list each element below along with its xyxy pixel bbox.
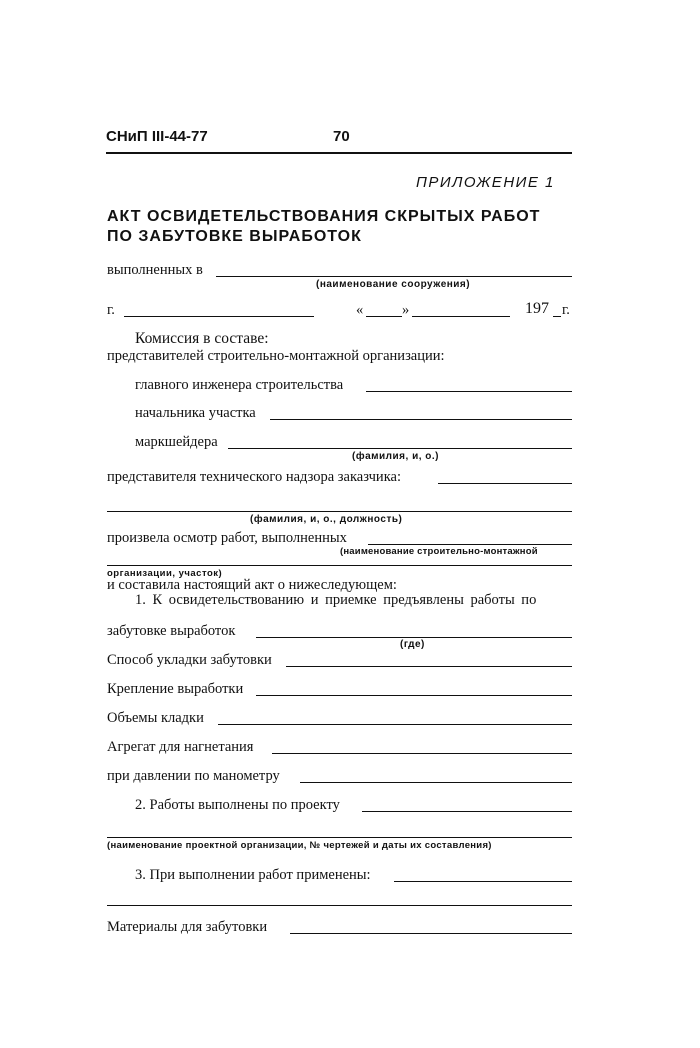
project-field[interactable] — [362, 811, 572, 812]
structure-caption: (наименование сооружения) — [316, 279, 471, 290]
project-caption: (наименование проектной организации, № чертежей и даты их составления) — [107, 840, 492, 851]
item2-label: 2. Работы выполнены по проекту — [135, 797, 340, 813]
document-title-line1: АКТ ОСВИДЕТЕЛЬСТВОВАНИЯ СКРЫТЫХ РАБОТ — [107, 208, 541, 225]
contractor-org-field-2[interactable] — [107, 565, 572, 566]
month-field[interactable] — [412, 316, 510, 317]
backfill-works-label: забутовке выработок — [107, 623, 236, 639]
laying-method-field[interactable] — [286, 666, 572, 667]
performed-in-label: выполненных в — [107, 262, 203, 278]
appendix-label: ПРИЛОЖЕНИЕ 1 — [416, 174, 555, 191]
chief-engineer-field[interactable] — [366, 391, 572, 392]
year-suffix: г. — [562, 302, 570, 318]
surveyor-field[interactable] — [228, 448, 572, 449]
contractor-org-field[interactable] — [368, 544, 572, 545]
city-field[interactable] — [124, 316, 314, 317]
commission-label: Комиссия в составе: — [135, 330, 269, 347]
support-field[interactable] — [256, 695, 572, 696]
site-chief-label: начальника участка — [135, 405, 256, 421]
pressure-field[interactable] — [300, 782, 572, 783]
masonry-volume-label: Объемы кладки — [107, 710, 204, 726]
fio-caption: (фамилия, и, о.) — [352, 451, 439, 462]
document-code: СНиП III-44-77 — [106, 128, 208, 145]
quote-close: » — [402, 302, 410, 318]
pressure-label: при давлении по манометру — [107, 768, 280, 784]
applied-field-2[interactable] — [107, 905, 572, 906]
support-label: Крепление выработки — [107, 681, 244, 697]
structure-name-field[interactable] — [216, 276, 572, 277]
project-field-2[interactable] — [107, 837, 572, 838]
year-prefix: 197 — [525, 300, 549, 317]
org-caption: (наименование строительно-монтажной — [340, 546, 538, 557]
injection-unit-field[interactable] — [272, 753, 572, 754]
materials-label: Материалы для забутовки — [107, 919, 268, 935]
year-field[interactable] — [553, 316, 561, 317]
site-chief-field[interactable] — [270, 419, 572, 420]
customer-rep-field[interactable] — [438, 483, 572, 484]
masonry-volume-field[interactable] — [218, 724, 572, 725]
laying-method-label: Способ укладки забутовки — [107, 652, 272, 668]
where-field[interactable] — [256, 637, 572, 638]
org-caption-cont: организации, участок) — [107, 568, 223, 579]
page-number: 70 — [333, 128, 350, 145]
header-rule — [106, 152, 572, 154]
materials-field[interactable] — [290, 933, 572, 934]
quote-open: « — [356, 302, 364, 318]
document-title-line2: ПО ЗАБУТОВКЕ ВЫРАБОТОК — [107, 228, 362, 245]
day-field[interactable] — [366, 316, 402, 317]
item1-label: 1. К освидетельствованию и приемке предъявлены работы по — [135, 592, 537, 608]
inspected-label: произвела осмотр работ, выполненных — [107, 530, 347, 546]
item3-label: 3. При выполнении работ применены: — [135, 867, 371, 883]
customer-rep-field-2[interactable] — [107, 511, 572, 512]
surveyor-label: маркшейдера — [135, 434, 218, 450]
compiled-label: и составила настоящий акт о нижеследующем: — [107, 577, 397, 593]
contractor-reps-label: представителей строительно-монтажной организации: — [107, 348, 445, 364]
where-caption: (где) — [400, 639, 425, 650]
customer-rep-label: представителя технического надзора заказчика: — [107, 469, 401, 485]
applied-field[interactable] — [394, 881, 572, 882]
city-prefix: г. — [107, 302, 115, 318]
chief-engineer-label: главного инженера строительства — [135, 377, 344, 393]
fio-position-caption: (фамилия, и, о., должность) — [250, 514, 403, 525]
injection-unit-label: Агрегат для нагнетания — [107, 739, 254, 755]
